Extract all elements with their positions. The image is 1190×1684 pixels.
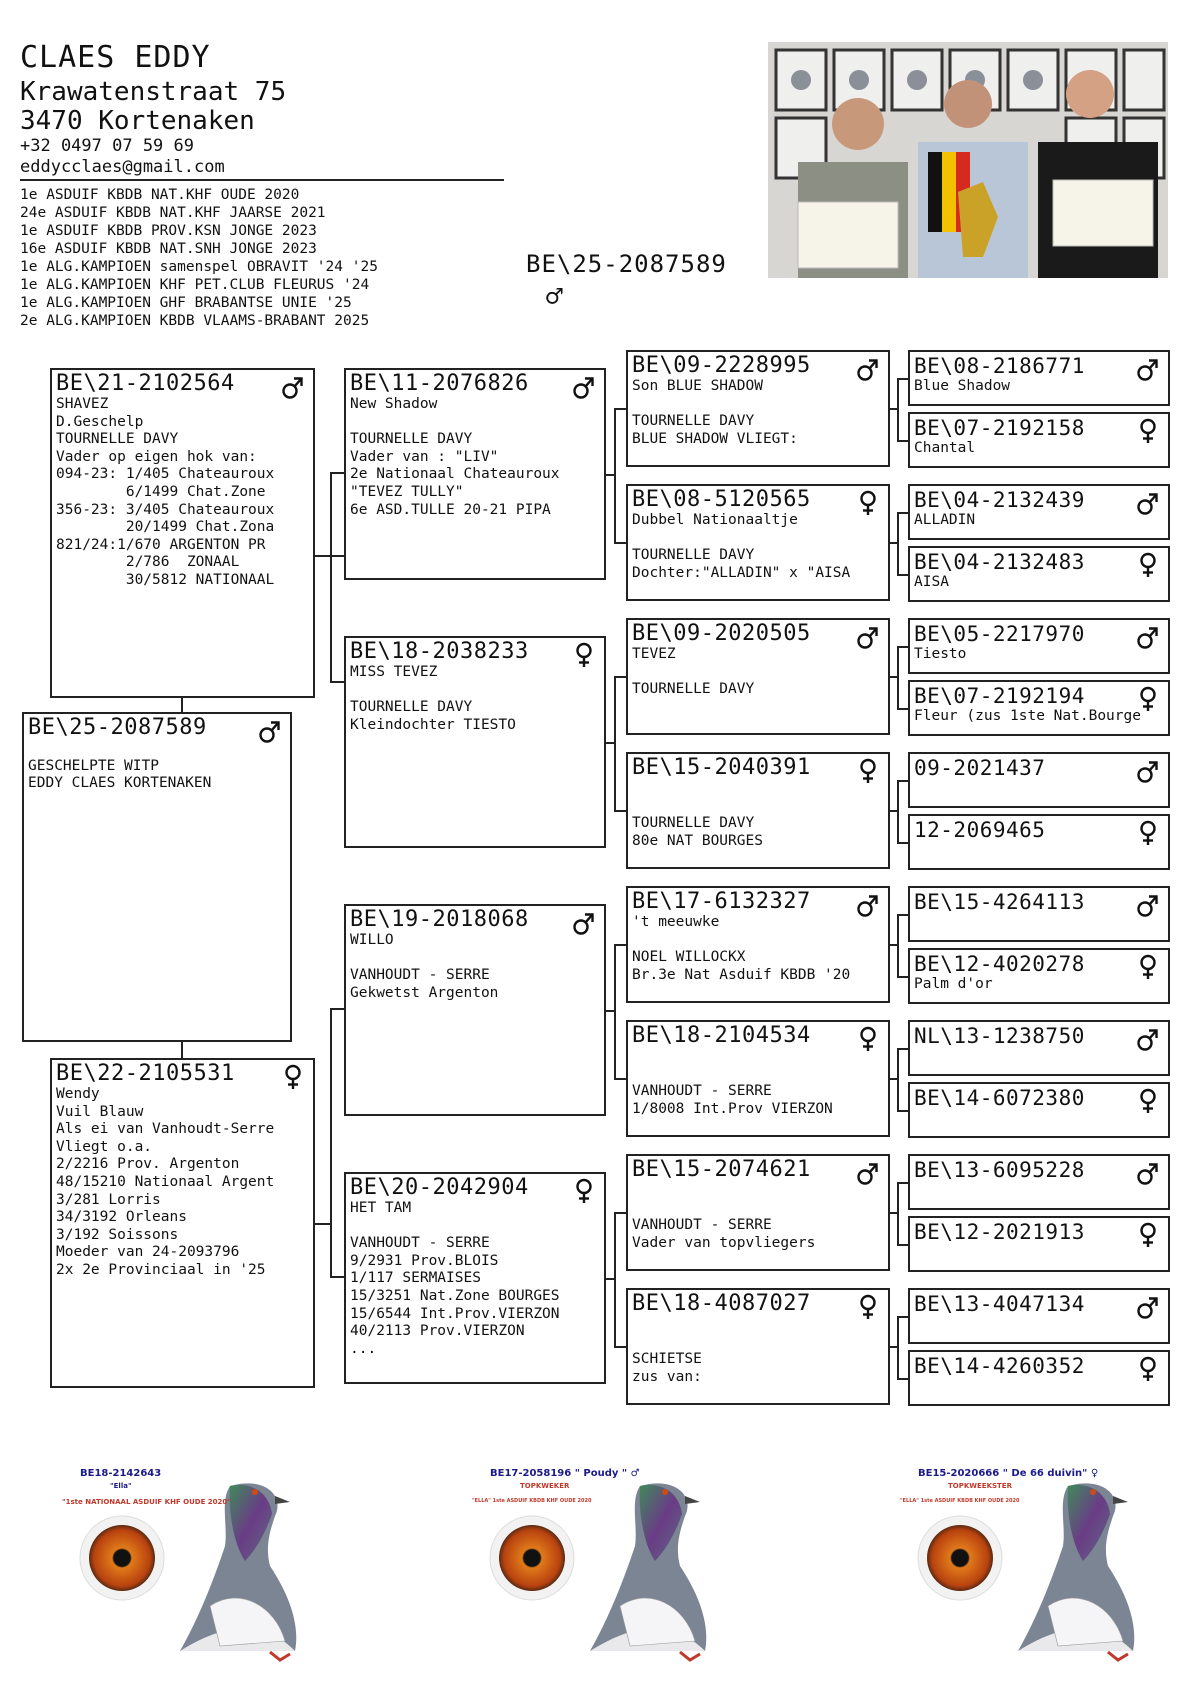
pedigree-line: 6/1499 Chat.Zone [56, 483, 266, 500]
great-great-grandparent-box [908, 814, 1170, 870]
pedigree-line: TOURNELLE DAVY [632, 547, 755, 564]
pedigree-line: 40/2113 Prov.VIERZON [350, 1323, 525, 1340]
connector-line [330, 681, 344, 683]
pedigree-line: 2e Nationaal Chateauroux [350, 466, 560, 483]
pigeon-illustration [50, 1456, 360, 1666]
ring-number: BE\09-2228995 [632, 353, 811, 378]
great-great-grandparent-box [908, 618, 1170, 674]
owner-email: eddycclaes@gmail.com [20, 157, 225, 177]
connector-line [897, 512, 908, 514]
pigeon-card [50, 1456, 360, 1666]
grandparent-box [344, 1172, 606, 1384]
great-great-grandparent-box [908, 886, 1170, 942]
pedigree-line: 15/6544 Int.Prov.VIERZON [350, 1305, 560, 1322]
female-icon [572, 642, 596, 668]
connector-line [897, 378, 899, 442]
female-icon [1136, 1356, 1160, 1382]
pedigree-line: TOURNELLE DAVY [632, 815, 755, 832]
connector-line [614, 408, 616, 544]
female-icon [1136, 552, 1160, 578]
ring-number: BE\12-4020278 [914, 952, 1085, 976]
connector-line [897, 914, 908, 916]
pedigree-line [632, 780, 888, 798]
connector-line [897, 512, 899, 576]
great-great-grandparent-box [908, 412, 1170, 468]
connector-line [614, 810, 626, 812]
pedigree-line: 3/192 Soissons [56, 1226, 179, 1243]
connector-line [897, 1316, 908, 1318]
great-great-grandparent-box [908, 1216, 1170, 1272]
male-icon [1136, 1160, 1160, 1186]
ring-number: BE\25-2087589 [28, 715, 207, 740]
female-icon [856, 758, 880, 784]
male-icon [1136, 758, 1160, 784]
pedigree-line: TOURNELLE DAVY [56, 431, 179, 448]
pedigree-line: VANHOUDT - SERRE [350, 967, 490, 984]
pedigree-line: 2/2216 Prov. Argenton [56, 1156, 240, 1173]
great-grandparent-box [626, 618, 890, 735]
pedigree-line [632, 530, 888, 548]
great-great-grandparent-box [908, 484, 1170, 540]
owner-name: CLAES EDDY [20, 40, 211, 75]
connector-line [614, 1346, 626, 1348]
subject-box [22, 712, 292, 1042]
connector-line [897, 1316, 899, 1380]
connector-line [315, 1223, 330, 1225]
pigeon-illustration [460, 1456, 770, 1666]
connector-line [614, 944, 626, 946]
female-icon [1136, 418, 1160, 444]
female-icon [856, 490, 880, 516]
pedigree-line [350, 1218, 604, 1236]
connector-line [614, 1212, 616, 1348]
connector-line [897, 378, 908, 380]
pedigree-line: 20/1499 Chat.Zona [56, 519, 275, 536]
ring-number: BE\07-2192158 [914, 416, 1085, 440]
connector-line [897, 708, 908, 710]
pedigree-line: Vader van : "LIV" [350, 448, 499, 465]
pedigree-line: Vader van topvliegers [632, 1234, 816, 1251]
ring-number: BE\18-4087027 [632, 1291, 811, 1316]
ring-number: BE\13-6095228 [914, 1158, 1085, 1182]
pedigree-line [350, 950, 604, 968]
pedigree-line [350, 682, 604, 700]
pedigree-line: 80e NAT BOURGES [632, 832, 763, 849]
pigeon-card [888, 1456, 1190, 1666]
ring-number: BE\12-2021913 [914, 1220, 1085, 1244]
ring-number: BE\07-2192194 [914, 684, 1085, 708]
connector-line [897, 780, 899, 844]
subject-male-icon: ♂ [546, 280, 563, 313]
pedigree-line [632, 932, 888, 950]
great-grandparent-box [626, 484, 890, 601]
connector-line [614, 676, 616, 812]
achievement-item: 1e ASDUIF KBDB PROV.KSN JONGE 2023 [20, 223, 317, 239]
ring-number: BE\08-2186771 [914, 354, 1085, 378]
connector-line [897, 914, 899, 978]
owners-photo [768, 42, 1168, 278]
owner-street: Krawatenstraat 75 [20, 77, 287, 107]
ring-number: BE\04-2132439 [914, 488, 1085, 512]
female-icon [1136, 686, 1160, 712]
pedigree-line: MISS TEVEZ [350, 664, 438, 680]
connector-line [897, 440, 908, 442]
connector-line [181, 1042, 183, 1058]
pedigree-line: Vader op eigen hok van: [56, 448, 257, 465]
male-icon [281, 374, 305, 400]
pedigree-line: Kleindochter TIESTO [350, 716, 516, 733]
achievement-item: 1e ALG.KAMPIOEN GHF BRABANTSE UNIE '25 [20, 295, 352, 311]
pedigree-line: 3/281 Lorris [56, 1191, 161, 1208]
pedigree-line: Moeder van 24-2093796 [56, 1244, 240, 1261]
pedigree-line: New Shadow [350, 396, 438, 412]
male-icon [856, 1160, 880, 1186]
owner-phone: +32 0497 07 59 69 [20, 136, 194, 156]
ring-number: BE\18-2104534 [632, 1023, 811, 1048]
card-headline: "ELLA" 1ste ASDUIF KBDB KHF OUDE 2020 [900, 1498, 1020, 1504]
pedigree-line: HET TAM [350, 1200, 412, 1216]
pedigree-line [632, 1182, 888, 1200]
ring-number: BE\14-4260352 [914, 1354, 1085, 1378]
card-title: BE17-2058196 " Poudy " ♂ [490, 1468, 640, 1479]
pedigree-line [632, 1200, 888, 1218]
ring-number: BE\13-4047134 [914, 1292, 1085, 1316]
card-headline: "ELLA" 1ste ASDUIF KBDB KHF OUDE 2020 [472, 1498, 592, 1504]
pedigree-line: Blue Shadow [914, 378, 1011, 394]
pedigree-line: 2/786 ZONAAL [56, 554, 240, 571]
great-grandparent-box [626, 350, 890, 467]
card-headline: "1ste NATIONAAL ASDUIF KHF OUDE 2020" [62, 1498, 231, 1506]
ring-number: BE\11-2076826 [350, 371, 529, 396]
pedigree-line: 't meeuwke [632, 914, 720, 930]
male-icon [1136, 624, 1160, 650]
grandparent-box [344, 904, 606, 1116]
connector-line [897, 646, 899, 710]
pedigree-line: 9/2931 Prov.BLOIS [350, 1252, 499, 1269]
connector-line [897, 1182, 908, 1184]
connector-line [330, 472, 332, 682]
connector-line [614, 408, 626, 410]
male-icon [856, 624, 880, 650]
connector-line [897, 646, 908, 648]
achievement-item: 16e ASDUIF KBDB NAT.SNH JONGE 2023 [20, 241, 317, 257]
great-great-grandparent-box [908, 1020, 1170, 1076]
achievement-item: 1e ALG.KAMPIOEN samenspel OBRAVIT '24 '25 [20, 259, 378, 275]
connector-line [330, 1008, 344, 1010]
ring-number: BE\15-4264113 [914, 890, 1085, 914]
ring-number: BE\18-2038233 [350, 639, 529, 664]
pedigree-line [632, 1334, 888, 1352]
great-grandparent-box [626, 752, 890, 869]
pedigree-line: 356-23: 3/405 Chateauroux [56, 501, 275, 518]
pedigree-line: 094-23: 1/405 Chateauroux [56, 466, 275, 483]
pedigree-line: Tiesto [914, 646, 967, 662]
connector-line [897, 1182, 899, 1246]
male-icon [572, 910, 596, 936]
subject-ring-heading: BE\25-2087589 [526, 250, 727, 278]
great-grandparent-box [626, 1020, 890, 1137]
connector-line [897, 1378, 908, 1380]
pedigree-line: 1/8008 Int.Prov VIERZON [632, 1100, 833, 1117]
female-icon [1136, 1088, 1160, 1114]
connector-line [897, 1048, 899, 1112]
pedigree-line: BLUE SHADOW VLIEGT: [632, 430, 798, 447]
pedigree-line: 30/5812 NATIONAAL [56, 571, 275, 588]
connector-line [614, 542, 626, 544]
pedigree-line: ALLADIN [914, 512, 976, 528]
female-icon [281, 1064, 305, 1090]
pedigree-line: 48/15210 Nationaal Argent [56, 1173, 275, 1190]
great-great-grandparent-box [908, 948, 1170, 1004]
male-icon [856, 892, 880, 918]
male-icon [1136, 490, 1160, 516]
great-great-grandparent-box [908, 752, 1170, 808]
pedigree-line [632, 1048, 888, 1066]
connector-line [614, 676, 626, 678]
connector-line [614, 944, 616, 1080]
connector-line [897, 574, 908, 576]
pedigree-line: Vuil Blauw [56, 1103, 144, 1120]
great-great-grandparent-box [908, 680, 1170, 736]
card-nickname: "Ella" [110, 1482, 132, 1490]
male-icon [1136, 356, 1160, 382]
pedigree-line: Fleur (zus 1ste Nat.Bourge [914, 708, 1141, 724]
connector-line [897, 1110, 908, 1112]
ring-number: BE\08-5120565 [632, 487, 811, 512]
ring-number: BE\22-2105531 [56, 1061, 235, 1086]
achievements-list [20, 186, 378, 330]
connector-line [181, 698, 183, 712]
male-icon [258, 718, 282, 744]
female-icon [856, 1294, 880, 1320]
male-icon [1136, 892, 1160, 918]
grandparent-box [344, 368, 606, 580]
connector-line [330, 1008, 332, 1278]
connector-line [330, 1276, 344, 1278]
ring-number: BE\09-2020505 [632, 621, 811, 646]
card-nickname: TOPKWEKER [520, 1482, 570, 1490]
great-great-grandparent-box [908, 350, 1170, 406]
pedigree-line: Br.3e Nat Asduif KBDB '20 [632, 966, 851, 983]
ring-number: 09-2021437 [914, 756, 1046, 780]
pedigree-line: Wendy [56, 1086, 100, 1102]
achievement-item: 24e ASDUIF KBDB NAT.KHF JAARSE 2021 [20, 205, 326, 221]
connector-line [614, 1212, 626, 1214]
great-great-grandparent-box [908, 546, 1170, 602]
connector-line [897, 842, 908, 844]
grandparent-box [344, 636, 606, 848]
pedigree-line: Dochter:"ALLADIN" x "AISA [632, 564, 851, 581]
pigeon-illustration [888, 1456, 1190, 1666]
pedigree-line: Als ei van Vanhoudt-Serre [56, 1121, 275, 1138]
female-icon [572, 1178, 596, 1204]
great-great-grandparent-box [908, 1154, 1170, 1210]
ring-number: BE\05-2217970 [914, 622, 1085, 646]
pedigree-line: Palm d'or [914, 976, 993, 992]
pedigree-line: D.Geschelp [56, 413, 144, 430]
pedigree-line: 1/117 SERMAISES [350, 1270, 481, 1287]
pedigree-line: VANHOUDT - SERRE [632, 1083, 772, 1100]
pedigree-line [632, 798, 888, 816]
pigeon-card [460, 1456, 770, 1666]
male-icon [572, 374, 596, 400]
card-nickname: TOPKWEEKSTER [948, 1482, 1012, 1490]
female-icon [1136, 954, 1160, 980]
great-grandparent-box [626, 1154, 890, 1271]
ring-number: 12-2069465 [914, 818, 1046, 842]
pedigree-line [28, 740, 290, 758]
male-icon [1136, 1294, 1160, 1320]
connector-line [897, 780, 908, 782]
great-grandparent-box [626, 1288, 890, 1405]
pedigree-line: TOURNELLE DAVY [632, 681, 755, 698]
great-great-grandparent-box [908, 1350, 1170, 1406]
ring-number: BE\04-2132483 [914, 550, 1085, 574]
pedigree-line [350, 414, 604, 432]
pedigree-line: WILLO [350, 932, 394, 948]
connector-line [897, 976, 908, 978]
connector-line [897, 1048, 908, 1050]
ring-number: BE\14-6072380 [914, 1086, 1085, 1110]
great-great-grandparent-box [908, 1082, 1170, 1138]
pedigree-line: "TEVEZ TULLY" [350, 483, 464, 500]
dam-box [50, 1058, 315, 1388]
pedigree-line: Dubbel Nationaaltje [632, 512, 798, 528]
male-icon [856, 356, 880, 382]
card-title: BE18-2142643 [80, 1468, 162, 1479]
pedigree-line: NOEL WILLOCKX [632, 949, 746, 966]
female-icon [1136, 1222, 1160, 1248]
pedigree-line: TOURNELLE DAVY [632, 413, 755, 430]
pedigree-line: 15/3251 Nat.Zone BOURGES [350, 1287, 560, 1304]
pedigree-line: Vliegt o.a. [56, 1138, 153, 1155]
pedigree-line: AISA [914, 574, 949, 590]
connector-line [897, 1244, 908, 1246]
pedigree-line [632, 396, 888, 414]
pedigree-line: VANHOUDT - SERRE [632, 1217, 772, 1234]
header-divider [20, 179, 504, 181]
ring-number: BE\15-2074621 [632, 1157, 811, 1182]
pedigree-line: GESCHELPTE WITP [28, 757, 159, 774]
pedigree-line: 2x 2e Provinciaal in '25 [56, 1261, 266, 1278]
ring-number: BE\15-2040391 [632, 755, 811, 780]
ring-number: BE\21-2102564 [56, 371, 235, 396]
connector-line [330, 472, 344, 474]
great-grandparent-box [626, 886, 890, 1003]
pedigree-line: SCHIETSE [632, 1351, 702, 1368]
pedigree-line: EDDY CLAES KORTENAKEN [28, 775, 212, 792]
ring-number: NL\13-1238750 [914, 1024, 1085, 1048]
card-title: BE15-2020666 " De 66 duivin" ♀ [918, 1468, 1099, 1479]
male-icon [1136, 1026, 1160, 1052]
pedigree-line: TEVEZ [632, 646, 676, 662]
sire-box [50, 368, 315, 698]
pedigree-line: ... [350, 1340, 377, 1357]
pedigree-line [632, 664, 888, 682]
achievement-item: 2e ALG.KAMPIOEN KBDB VLAAMS-BRABANT 2025 [20, 313, 370, 329]
ring-number: BE\19-2018068 [350, 907, 529, 932]
connector-line [614, 1078, 626, 1080]
pedigree-line: Gekwetst Argenton [350, 984, 499, 1001]
ring-number: BE\17-6132327 [632, 889, 811, 914]
owner-city: 3470 Kortenaken [20, 106, 255, 136]
pedigree-line [632, 1316, 888, 1334]
pedigree-line: 821/24:1/670 ARGENTON PR [56, 536, 266, 553]
pedigree-line: TOURNELLE DAVY [350, 699, 473, 716]
female-icon [856, 1026, 880, 1052]
pedigree-line: Chantal [914, 440, 976, 456]
pedigree-line: zus van: [632, 1368, 702, 1385]
great-great-grandparent-box [908, 1288, 1170, 1344]
pedigree-line: SHAVEZ [56, 396, 109, 412]
ring-number: BE\20-2042904 [350, 1175, 529, 1200]
pedigree-line: 6e ASD.TULLE 20-21 PIPA [350, 501, 551, 518]
pedigree-line: 34/3192 Orleans [56, 1209, 187, 1226]
female-icon [1136, 820, 1160, 846]
pedigree-line [632, 1066, 888, 1084]
achievement-item: 1e ASDUIF KBDB NAT.KHF OUDE 2020 [20, 187, 300, 203]
pedigree-line: Son BLUE SHADOW [632, 378, 763, 394]
achievement-item: 1e ALG.KAMPIOEN KHF PET.CLUB FLEURUS '24 [20, 277, 370, 293]
pedigree-line: VANHOUDT - SERRE [350, 1235, 490, 1252]
pedigree-line: TOURNELLE DAVY [350, 431, 473, 448]
